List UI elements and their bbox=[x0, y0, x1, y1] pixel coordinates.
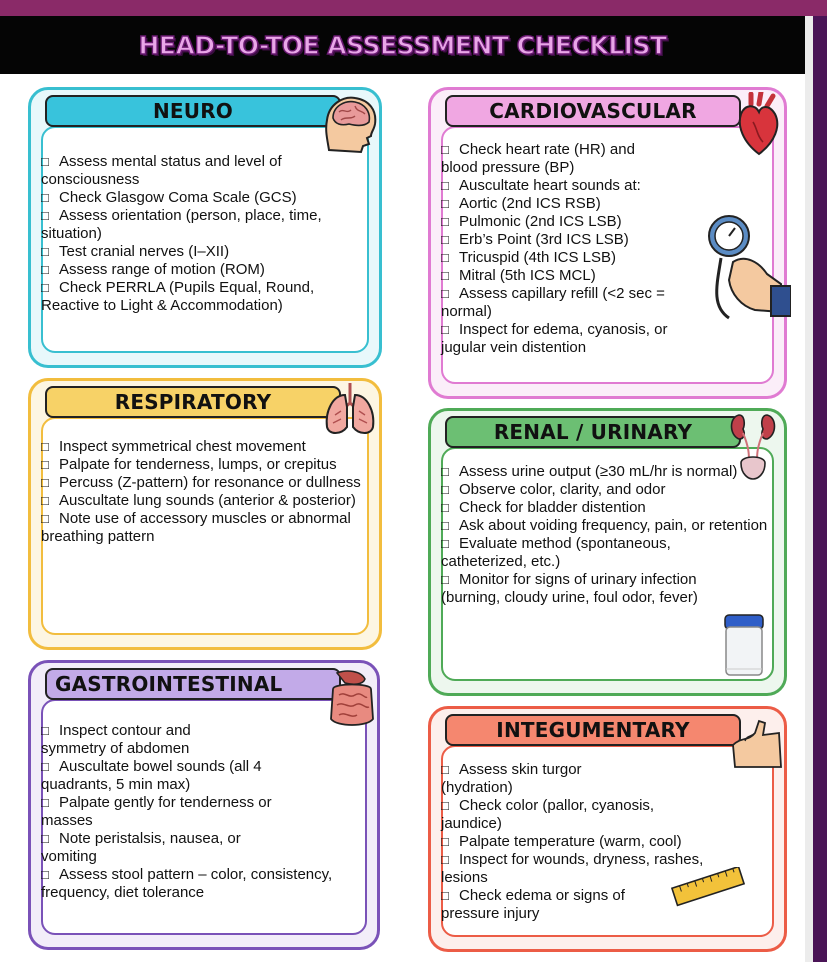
list-item: □ Ask about voiding frequency, pain, or retention bbox=[441, 517, 776, 535]
cardio-card bbox=[428, 87, 787, 399]
list-item: □ Assess skin turgor (hydration) bbox=[441, 761, 631, 797]
gastrointestinal-list bbox=[41, 722, 369, 902]
renal-list bbox=[441, 463, 776, 607]
top-border bbox=[0, 0, 827, 16]
list-item: □ Test cranial nerves (I–XII) bbox=[41, 243, 371, 261]
lungs-icon bbox=[323, 381, 377, 437]
list-item: □ Evaluate method (spontaneous, catheterized, etc.) bbox=[441, 535, 731, 571]
list-item: □ Check for bladder distention bbox=[441, 499, 776, 517]
neuro-heading: NEURO bbox=[45, 95, 341, 127]
renal-heading: RENAL / URINARY bbox=[445, 416, 741, 448]
list-item: □ Observe color, clarity, and odor bbox=[441, 481, 776, 499]
list-item: □ Auscultate bowel sounds (all 4 quadrants, 5 min max) bbox=[41, 758, 311, 794]
respiratory-heading: RESPIRATORY bbox=[45, 386, 341, 418]
list-item: □ Assess stool pattern – color, consistency, frequency, diet tolerance bbox=[41, 866, 369, 902]
list-item: □ Assess capillary refill (<2 sec = normal) bbox=[441, 285, 701, 321]
neuro-card bbox=[28, 87, 382, 368]
list-item: □ Check PERRLA (Pupils Equal, Round, Reactive to Light & Accommodation) bbox=[41, 279, 371, 315]
list-item: □ Assess mental status and level of consciousness bbox=[41, 153, 371, 189]
gastrointestinal-card bbox=[28, 660, 380, 950]
integumentary-card bbox=[428, 706, 787, 952]
respiratory-list bbox=[41, 438, 371, 546]
list-item: □ Check heart rate (HR) and blood pressure (BP) bbox=[441, 141, 671, 177]
list-item: □ Note peristalsis, nausea, or vomiting bbox=[41, 830, 281, 866]
respiratory-card bbox=[28, 378, 382, 650]
cardio-heading: CARDIOVASCULAR bbox=[445, 95, 741, 127]
urine-specimen-cup-icon bbox=[721, 609, 767, 681]
list-item: □ Check color (pallor, cyanosis, jaundice) bbox=[441, 797, 711, 833]
list-item: □ Tricuspid (4th ICS LSB) bbox=[441, 249, 776, 267]
list-item: □ Palpate gently for tenderness or masses bbox=[41, 794, 321, 830]
list-item: □ Auscultate lung sounds (anterior & posterior) bbox=[41, 492, 371, 510]
page-title: HEAD-TO-TOE ASSESSMENT CHECKLIST bbox=[138, 30, 667, 60]
list-item: □ Auscultate heart sounds at: bbox=[441, 177, 776, 195]
list-item: □ Check edema or signs of pressure injury bbox=[441, 887, 656, 923]
list-item: □ Note use of accessory muscles or abnormal breathing pattern bbox=[41, 510, 371, 546]
neuro-list bbox=[41, 153, 371, 315]
right-border bbox=[805, 16, 827, 962]
list-item: □ Monitor for signs of urinary infection (burning, cloudy urine, foul odor, fever) bbox=[441, 571, 706, 607]
right-border-highlight bbox=[805, 16, 813, 962]
list-item: □ Inspect for wounds, dryness, rashes, lesions bbox=[441, 851, 711, 887]
renal-card bbox=[428, 408, 787, 696]
list-item: □ Assess orientation (person, place, time, situation) bbox=[41, 207, 371, 243]
title-banner bbox=[0, 16, 805, 74]
list-item: □ Assess range of motion (ROM) bbox=[41, 261, 371, 279]
list-item: □ Palpate temperature (warm, cool) bbox=[441, 833, 776, 851]
brain-head-icon bbox=[319, 92, 381, 154]
list-item: □ Percuss (Z-pattern) for resonance or dullness bbox=[41, 474, 371, 492]
list-item: □ Erb’s Point (3rd ICS LSB) bbox=[441, 231, 776, 249]
list-item: □ Pulmonic (2nd ICS LSB) bbox=[441, 213, 776, 231]
list-item: □ Palpate for tenderness, lumps, or crepitus bbox=[41, 456, 371, 474]
integumentary-heading: INTEGUMENTARY bbox=[445, 714, 741, 746]
list-item: □ Inspect contour and symmetry of abdomen bbox=[41, 722, 231, 758]
gastrointestinal-heading: GASTROINTESTINAL bbox=[45, 668, 341, 700]
list-item: □ Mitral (5th ICS MCL) bbox=[441, 267, 776, 285]
integumentary-list bbox=[441, 761, 776, 923]
cardio-list bbox=[441, 141, 776, 357]
list-item: □ Aortic (2nd ICS RSB) bbox=[441, 195, 776, 213]
list-item: □ Inspect symmetrical chest movement bbox=[41, 438, 371, 456]
list-item: □ Check Glasgow Coma Scale (GCS) bbox=[41, 189, 371, 207]
list-item: □ Inspect for edema, cyanosis, or jugular vein distention bbox=[441, 321, 711, 357]
list-item: □ Assess urine output (≥30 mL/hr is normal) bbox=[441, 463, 741, 481]
